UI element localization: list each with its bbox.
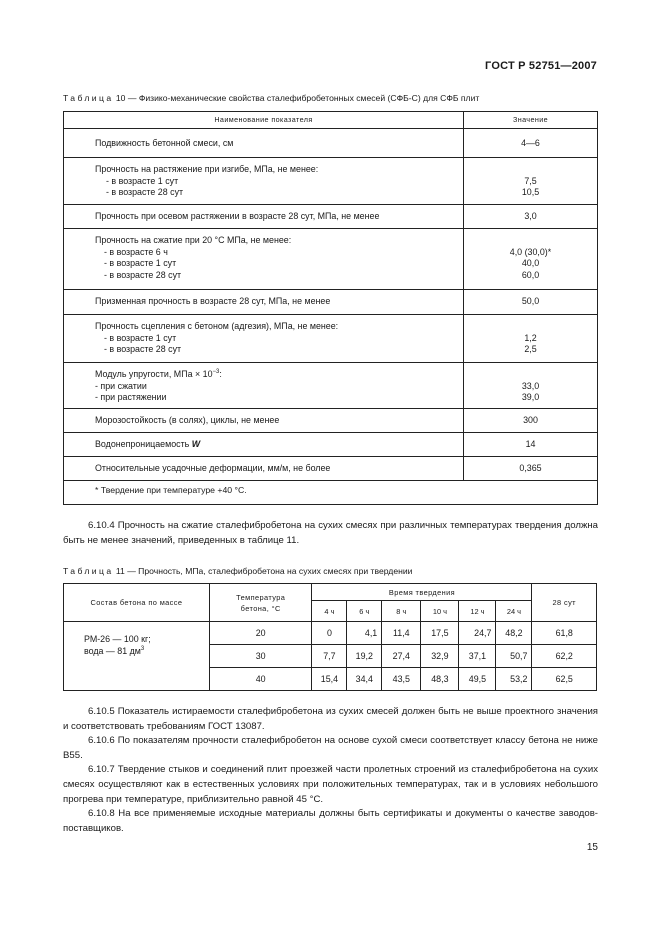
temperature-cell: 20 [209,622,312,645]
row-name-symbol: W [191,439,201,449]
row-name-part: Модуль упругости, МПа × 10 [95,369,213,379]
value-cell: 53,2 [496,668,532,691]
column-header-composition: Состав бетона по массе [64,584,210,622]
value-cell: 61,8 [532,622,597,645]
value-cell: 49,5 [459,668,496,691]
table11-caption-prefix: Таблица [63,566,114,576]
paragraph-6-10-4 [63,519,598,548]
table-row [64,433,598,457]
table-row [64,129,598,158]
column-header-temperature-line: Температура [236,592,286,602]
table10-caption-prefix: Таблица [63,93,114,103]
row-sub-value: 7,5 [524,175,537,186]
row-name-text: Прочность на растяжение при изгибе, МПа, не менее: [95,164,319,174]
row-value: 14 [464,433,598,457]
value-cell: 4,1 [347,622,382,645]
value-cell: 15,4 [312,668,347,691]
column-header-temperature [209,584,312,622]
table-note-row [64,481,598,505]
table-note: * Твердение при температуре +40 °С. [64,481,598,505]
value-cell: 24,7 [459,622,496,645]
row-value: 300 [464,409,598,433]
row-name-part: : [219,369,222,379]
value-cell: 62,5 [532,668,597,691]
temperature-cell: 30 [209,645,312,668]
column-header-hour: 24 ч [496,601,532,622]
row-sub-value: 39,0 [521,392,540,402]
row-name [64,229,464,290]
value-cell: 7,7 [312,645,347,668]
paragraph-6-10-6: 6.10.6 По показателям прочности сталефибробетон на основе сухой смеси соответствует классу бетона не ниже В55. [63,735,598,761]
row-value [464,363,598,409]
row-sub-label: - при растяжении [95,392,167,402]
row-value: 50,0 [464,290,598,315]
value-cell: 48,2 [496,622,532,645]
row-name: Призменная прочность в возрасте 28 сут, МПа, не менее [64,290,464,315]
row-sub-label: - в возрасте 28 сут [106,187,184,197]
row-value [464,158,598,205]
row-value: 3,0 [464,205,598,229]
row-value [464,229,598,290]
row-sub-value: 10,5 [521,187,540,197]
row-name: Прочность при осевом растяжении в возрасте 28 сут, МПа, не менее [64,205,464,229]
document-header-standard: ГОСТ Р 52751—2007 [485,60,597,72]
table-row [64,457,598,481]
row-sub-label: - в возрасте 1 сут [104,258,177,268]
table-header-row [64,584,597,601]
column-header-time: Время твердения [312,584,532,601]
value-cell: 43,5 [382,668,421,691]
row-sub-value: 40,0 [521,258,540,268]
row-sub-value: 1,2 [524,332,537,343]
row-sub-value: 33,0 [521,380,540,391]
composition-line: РМ-26 — 100 кг; [84,634,151,644]
row-sub-label: - в возрасте 6 ч [104,246,168,257]
table-row [64,229,598,290]
row-value: 4—6 [464,129,598,158]
row-sub-label: - в возрасте 28 сут [104,269,182,280]
row-sub-label: - в возрасте 28 сут [104,344,182,354]
row-name-exponent: −3 [212,369,220,375]
table-header-row [64,112,598,129]
table11-caption-text: 11 — Прочность, МПа, сталефибробетона на сухих смесях при твердении [113,566,413,576]
table-row [64,363,598,409]
paragraph-6-10-8: 6.10.8 На все применяемые исходные материалы должны быть сертификаты и документы о качестве заводов-поставщиков. [63,808,598,834]
paragraph-text: 6.10.4 Прочность на сжатие сталефибробетона на сухих смесях при различных температурах твердения должна быть не менее значений, приведенных в таблице 11. [63,520,598,546]
table-row [64,158,598,205]
value-cell: 48,3 [421,668,459,691]
row-name-text: Прочность сцепления с бетоном (адгезия), МПа, не менее: [95,321,339,331]
value-cell: 50,7 [496,645,532,668]
row-name [64,315,464,363]
value-cell: 17,5 [421,622,459,645]
row-name [64,433,464,457]
value-cell: 32,9 [421,645,459,668]
table11-caption [63,566,412,576]
row-name [64,158,464,205]
row-name-part: Водонепроницаемость [95,439,192,449]
table10-caption [63,93,479,103]
table-row [64,290,598,315]
table-10 [63,111,598,505]
row-sub-label: - при сжатии [95,380,147,391]
column-header-name: Наименование показателя [64,112,464,129]
table-row [64,622,597,645]
value-cell: 19,2 [347,645,382,668]
column-header-temperature-line: бетона, °С [240,603,281,613]
row-sub-label: - в возрасте 1 сут [104,332,177,343]
column-header-hour: 10 ч [421,601,459,622]
table-row [64,409,598,433]
paragraph-6-10-7: 6.10.7 Твердение стыков и соединений плит проезжей части пролетных строений из сталефибробетона на сухих смесях осуществляют как в естественных условиях при положительных температурах, так и в условиях небольшого прогрева при температуре, приблизительно равной 45 °С. [63,764,598,805]
row-sub-value: 2,5 [524,344,537,354]
row-name: Относительные усадочные деформации, мм/м, не более [64,457,464,481]
composition-text: вода — 81 дм [84,646,141,656]
row-name-text [95,369,463,381]
row-value [464,315,598,363]
row-name: Морозостойкость (в солях), циклы, не менее [64,409,464,433]
table-row [64,315,598,363]
paragraph-block [63,705,598,836]
row-name-text: Прочность на сжатие при 20 °С МПа, не менее: [95,235,292,245]
column-header-28-days: 28 сут [532,584,597,622]
page-number: 15 [586,842,598,853]
composition-cell [64,622,210,691]
row-name [64,363,464,409]
row-sub-value: 60,0 [521,269,540,280]
column-header-hour: 4 ч [312,601,347,622]
composition-exponent: 3 [140,646,145,652]
row-value: 0,365 [464,457,598,481]
row-name: Подвижность бетонной смеси, см [64,129,464,158]
value-cell: 34,4 [347,668,382,691]
table-row [64,205,598,229]
column-header-hour: 8 ч [382,601,421,622]
value-cell: 27,4 [382,645,421,668]
row-sub-value: 4,0 (30,0)* [509,246,552,257]
paragraph-6-10-5: 6.10.5 Показатель истираемости сталефибробетона из сухих смесей должен быть не выше проектного значения и соответствовать требованиям ГОСТ 13087. [63,706,598,732]
column-header-value: Значение [464,112,598,129]
temperature-cell: 40 [209,668,312,691]
table10-caption-text: 10 — Физико-механические свойства сталефибробетонных смесей (СФБ-С) для СФБ плит [113,93,480,103]
row-sub-label: - в возрасте 1 сут [106,175,179,186]
composition-line [84,645,209,657]
value-cell: 0 [312,622,347,645]
table-11 [63,583,597,691]
value-cell: 62,2 [532,645,597,668]
value-cell: 11,4 [382,622,421,645]
column-header-hour: 12 ч [459,601,496,622]
column-header-hour: 6 ч [347,601,382,622]
value-cell: 37,1 [459,645,496,668]
